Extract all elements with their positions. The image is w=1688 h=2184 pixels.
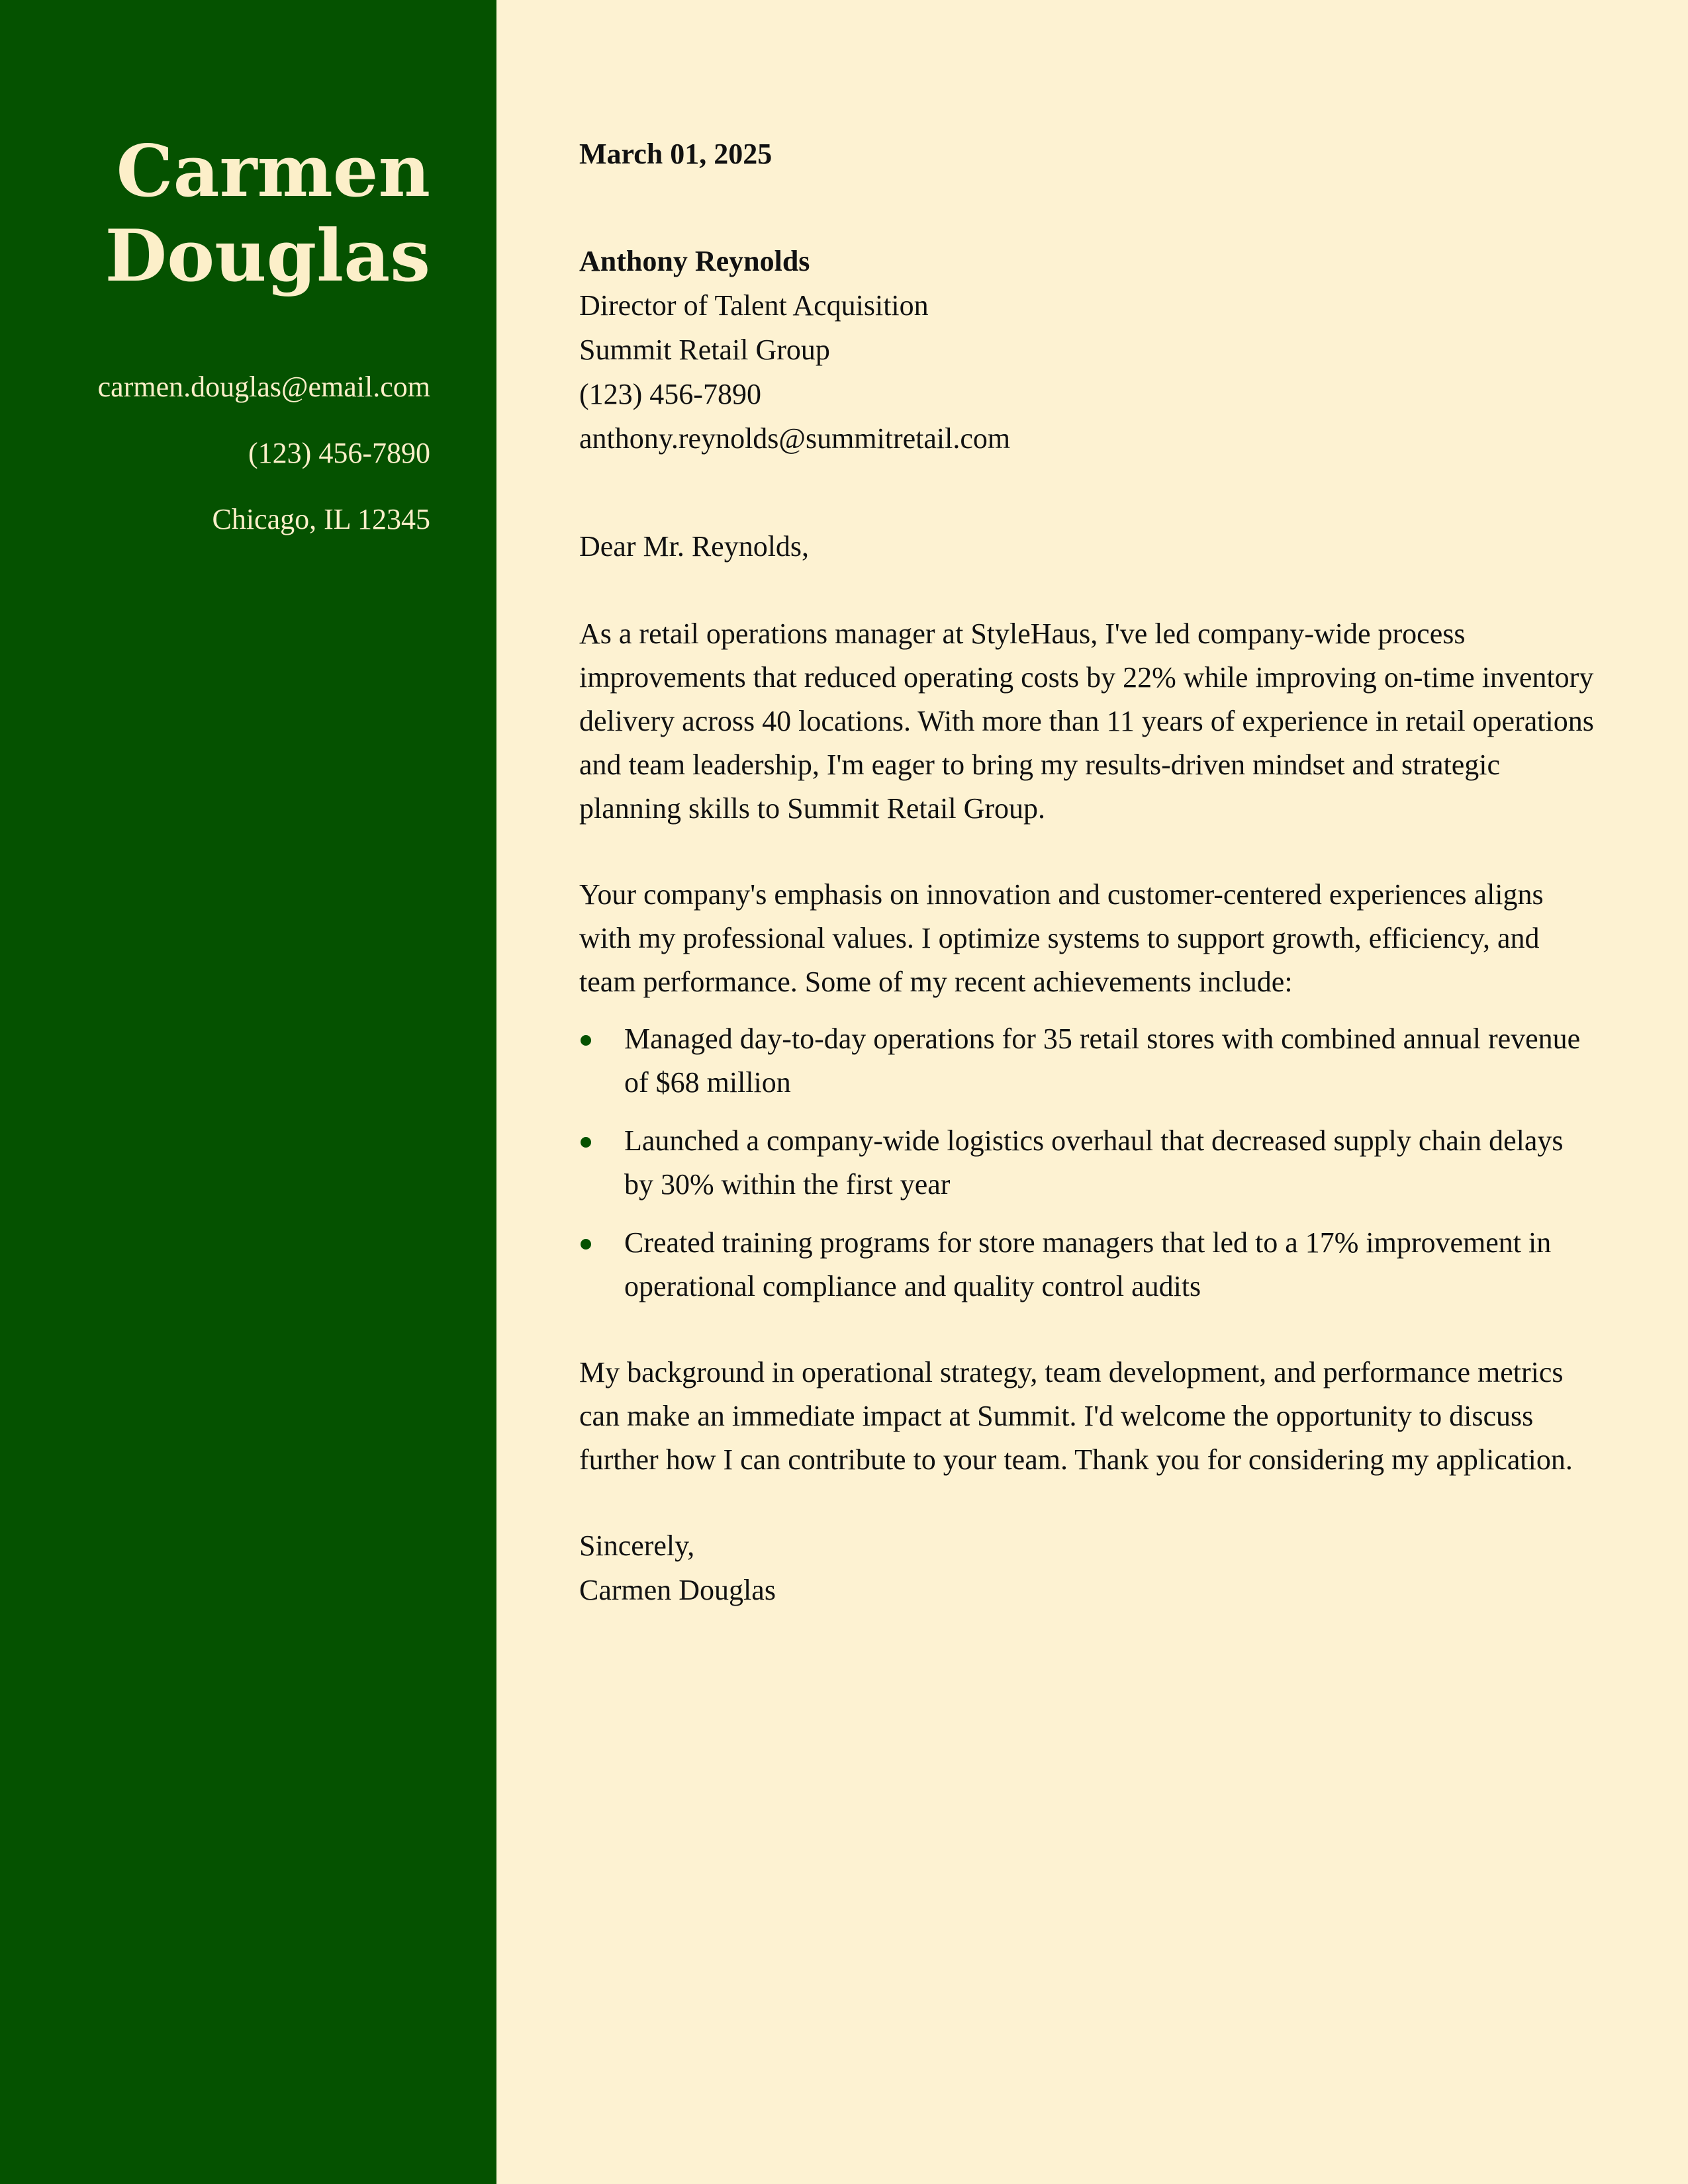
list-item xyxy=(579,1221,1599,1308)
recipient-company: Summit Retail Group xyxy=(579,334,830,366)
achievement-text: Managed day-to-day operations for 35 retail stores with combined annual revenue of $68 million xyxy=(624,1023,1581,1099)
sender-contact xyxy=(98,367,430,566)
paragraph-closing: My background in operational strategy, team development, and performance metrics can make an immediate impact at Summit. I'd welcome the opportunity to discuss further how I can contribute to your team. Thank you for considering my application. xyxy=(579,1356,1573,1476)
sender-phone: (123) 456-7890 xyxy=(248,437,430,469)
list-item xyxy=(579,1017,1599,1105)
sender-email: carmen.douglas@email.com xyxy=(97,371,430,403)
closing-phrase: Sincerely, xyxy=(579,1529,695,1562)
salutation: Dear Mr. Reynolds, xyxy=(579,530,810,563)
recipient-phone: (123) 456-7890 xyxy=(579,378,761,410)
bullet-dot-icon xyxy=(581,1035,591,1046)
sender-last-name: Douglas xyxy=(105,214,430,298)
achievement-text: Launched a company-wide logistics overhaul that decreased supply chain delays by 30% within the first year xyxy=(624,1124,1564,1201)
letter-date: March 01, 2025 xyxy=(579,138,773,170)
recipient-block xyxy=(579,240,1599,461)
sender-first-name: Carmen xyxy=(116,130,430,213)
signature-name: Carmen Douglas xyxy=(579,1574,776,1606)
recipient-name: Anthony Reynolds xyxy=(579,245,810,277)
sidebar xyxy=(0,0,496,2184)
recipient-email: anthony.reynolds@summitretail.com xyxy=(579,422,1011,455)
sender-name xyxy=(105,129,430,298)
closing-block xyxy=(579,1524,1599,1613)
paragraph-intro: As a retail operations manager at StyleHaus, I've led company-wide process improvements that reduced operating costs by 22% while improving on-time inventory delivery across 40 locations. With more than 11 years of experience in retail operations and team leadership, I'm eager to bring my results-driven mindset and strategic planning skills to Summit Retail Group. xyxy=(579,617,1594,825)
achievement-text: Created training programs for store managers that led to a 17% improvement in operational compliance and quality control audits xyxy=(624,1226,1552,1302)
letter-body xyxy=(579,132,1599,1613)
paragraph-values: Your company's emphasis on innovation and customer-centered experiences aligns with my professional values. I optimize systems to support growth, efficiency, and team performance. Some of my recent achievements include: xyxy=(579,878,1544,998)
bullet-dot-icon xyxy=(581,1239,591,1250)
achievements-list xyxy=(579,1017,1599,1308)
list-item xyxy=(579,1119,1599,1206)
recipient-title: Director of Talent Acquisition xyxy=(579,289,929,322)
bullet-dot-icon xyxy=(581,1137,591,1148)
sender-location: Chicago, IL 12345 xyxy=(212,503,430,535)
